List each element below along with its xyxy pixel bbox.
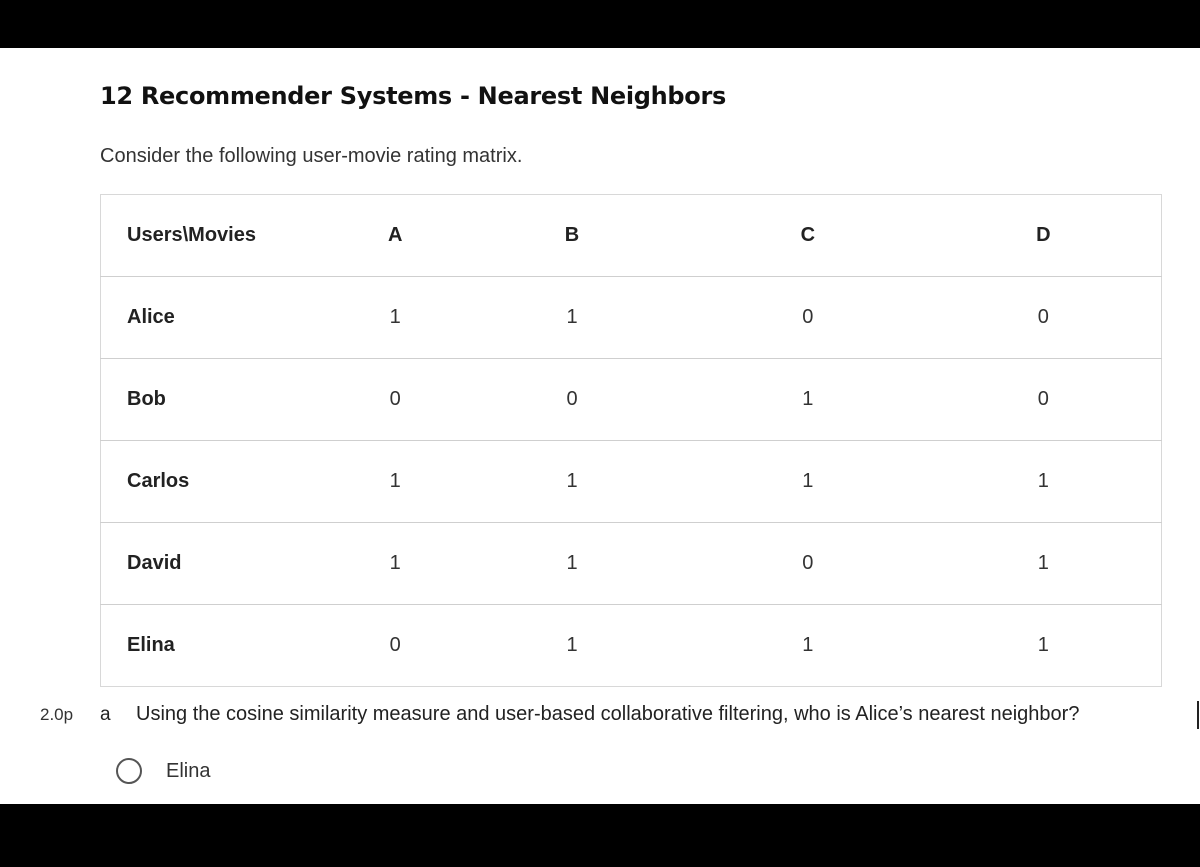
question-points: 2.0p — [40, 705, 74, 724]
column-header: C — [800, 224, 816, 246]
table-header-row — [101, 195, 1162, 277]
table-cell: 1 — [454, 605, 690, 687]
answer-option-elina[interactable] — [116, 758, 210, 784]
column-header: A — [387, 224, 403, 246]
table-cell: 0 — [336, 605, 454, 687]
table-cell: 1 — [690, 441, 926, 523]
table-cell: 1 — [454, 277, 690, 359]
table-cell: 0 — [690, 277, 926, 359]
table-cell: 1 — [926, 523, 1162, 605]
table-cell: 1 — [454, 441, 690, 523]
page-title: 12 Recommender Systems - Nearest Neighbors — [100, 82, 727, 110]
table-cell: 1 — [926, 441, 1162, 523]
table-cell: 1 — [336, 441, 454, 523]
table-cell: 0 — [454, 359, 690, 441]
table-cell: 1 — [336, 523, 454, 605]
exam-page — [0, 48, 1200, 804]
table-cell: 0 — [926, 277, 1162, 359]
table-row — [101, 359, 1162, 441]
text-cursor — [1197, 701, 1199, 729]
table-cell: 1 — [690, 359, 926, 441]
table-cell: 1 — [454, 523, 690, 605]
row-header: Alice — [101, 277, 337, 359]
table-row — [101, 523, 1162, 605]
rating-matrix-table — [100, 194, 1162, 687]
row-header: Carlos — [101, 441, 337, 523]
row-header: Elina — [101, 605, 337, 687]
answer-option-label: Elina — [166, 759, 211, 782]
intro-text: Consider the following user-movie rating matrix. — [100, 145, 523, 167]
question-letter: a — [100, 704, 111, 725]
radio-button[interactable] — [116, 758, 142, 784]
question-text: Using the cosine similarity measure and user-based collaborative filtering, who is Alice’s nearest neighbor? — [136, 703, 1080, 725]
table-row — [101, 277, 1162, 359]
table-cell: 0 — [926, 359, 1162, 441]
corner-header: Users\Movies — [127, 224, 256, 246]
table-cell: 1 — [926, 605, 1162, 687]
table-row — [101, 605, 1162, 687]
row-header: David — [101, 523, 337, 605]
table-cell: 1 — [336, 277, 454, 359]
column-header: D — [1036, 224, 1051, 246]
table-row — [101, 441, 1162, 523]
table-cell: 0 — [336, 359, 454, 441]
table-cell: 0 — [690, 523, 926, 605]
row-header: Bob — [101, 359, 337, 441]
table-cell: 1 — [690, 605, 926, 687]
column-header: B — [564, 224, 580, 246]
